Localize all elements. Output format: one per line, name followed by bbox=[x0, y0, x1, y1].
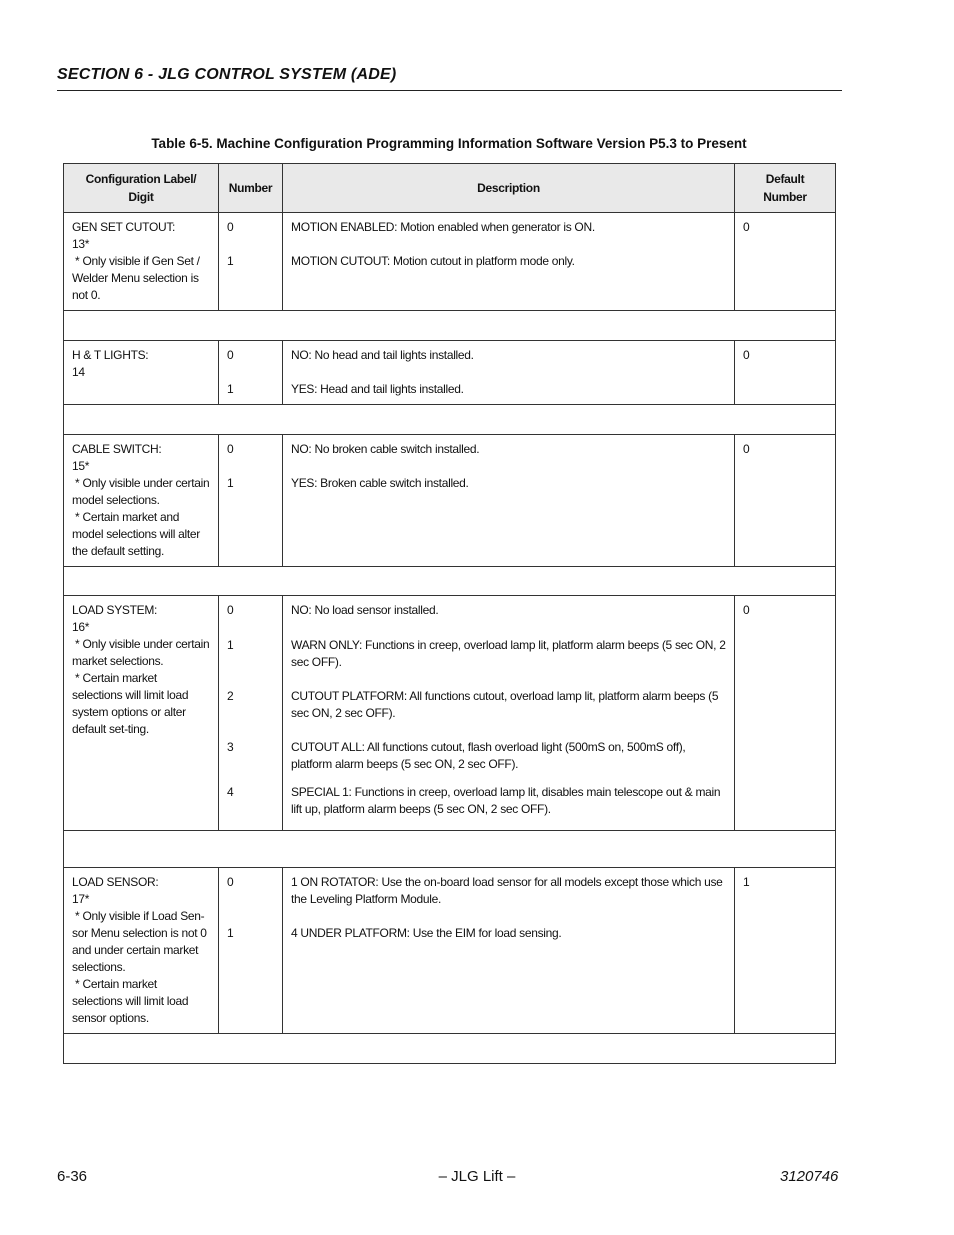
option-description: MOTION CUTOUT: Motion cutout in platform mode only. bbox=[291, 254, 575, 268]
table-row bbox=[64, 341, 836, 405]
column-header-default: Default Number bbox=[735, 164, 836, 213]
spacer-row bbox=[64, 831, 836, 868]
option-number: 0 bbox=[227, 220, 234, 234]
option-number: 3 bbox=[227, 740, 234, 754]
config-default: 0 bbox=[735, 213, 836, 311]
config-numbers bbox=[219, 596, 283, 831]
table-row bbox=[64, 596, 836, 831]
option-number: 1 bbox=[227, 926, 234, 940]
config-label: LOAD SYSTEM: 16* * Only visible under certain market selections. * Certain market selections will limit load system options or alter default set-ting. bbox=[64, 596, 219, 831]
config-default: 0 bbox=[735, 435, 836, 567]
config-descriptions bbox=[283, 341, 735, 405]
option-description: 1 ON ROTATOR: Use the on-board load sensor for all models except those which use the Leveling Platform Module. bbox=[291, 875, 723, 906]
table-row bbox=[64, 213, 836, 311]
option-number: 0 bbox=[227, 875, 234, 889]
option-description: YES: Head and tail lights installed. bbox=[291, 382, 464, 396]
config-descriptions bbox=[283, 868, 735, 1034]
table-title: Table 6-5. Machine Configuration Programming Information Software Version P5.3 to Present bbox=[151, 136, 747, 151]
option-description: NO: No broken cable switch installed. bbox=[291, 442, 480, 456]
config-default: 1 bbox=[735, 868, 836, 1034]
config-descriptions bbox=[283, 596, 735, 831]
document-number: 3120746 bbox=[780, 1168, 839, 1185]
spacer-row bbox=[64, 311, 836, 341]
option-description: SPECIAL 1: Functions in creep, overload lamp lit, disables main telescope out & main lift up, platform alarm beeps (5 sec ON, 2 sec OFF). bbox=[291, 785, 721, 816]
header-divider bbox=[57, 90, 842, 91]
option-description: CUTOUT PLATFORM: All functions cutout, overload lamp lit, platform alarm beeps (5 sec ON, 2 sec OFF). bbox=[291, 689, 719, 720]
option-description: NO: No head and tail lights installed. bbox=[291, 348, 474, 362]
column-header-label: Configuration Label/ Digit bbox=[64, 164, 219, 213]
config-label: CABLE SWITCH: 15* * Only visible under certain model selections. * Certain market and model selections will alter the default setting. bbox=[64, 435, 219, 567]
config-numbers bbox=[219, 341, 283, 405]
option-description: 4 UNDER PLATFORM: Use the EIM for load sensing. bbox=[291, 926, 562, 940]
config-label: H & T LIGHTS: 14 bbox=[64, 341, 219, 405]
config-numbers bbox=[219, 868, 283, 1034]
config-label: LOAD SENSOR: 17* * Only visible if Load Sen-sor Menu selection is not 0 and under certain market selections. * Certain market selections will limit load sensor options. bbox=[64, 868, 219, 1034]
section-title: SECTION 6 - JLG CONTROL SYSTEM (ADE) bbox=[57, 66, 397, 83]
option-description: YES: Broken cable switch installed. bbox=[291, 476, 469, 490]
page-number: 6-36 bbox=[57, 1168, 88, 1185]
option-description: WARN ONLY: Functions in creep, overload lamp lit, platform alarm beeps (5 sec ON, 2 sec OFF). bbox=[291, 638, 726, 669]
table-row bbox=[64, 435, 836, 567]
configuration-table bbox=[63, 163, 836, 1064]
config-default: 0 bbox=[735, 341, 836, 405]
option-number: 0 bbox=[227, 442, 234, 456]
table-header-row bbox=[64, 164, 836, 213]
spacer-row bbox=[64, 1034, 836, 1064]
config-default: 0 bbox=[735, 596, 836, 831]
option-number: 4 bbox=[227, 785, 234, 799]
option-number: 1 bbox=[227, 638, 234, 652]
table-row bbox=[64, 868, 836, 1034]
option-number: 1 bbox=[227, 476, 234, 490]
config-descriptions bbox=[283, 213, 735, 311]
option-description: CUTOUT ALL: All functions cutout, flash overload light (500mS on, 500mS off), platform alarm beeps (5 sec ON, 2 sec OFF). bbox=[291, 740, 686, 771]
option-number: 2 bbox=[227, 689, 234, 703]
option-number: 1 bbox=[227, 382, 234, 396]
option-number: 1 bbox=[227, 254, 234, 268]
option-number: 0 bbox=[227, 348, 234, 362]
spacer-row bbox=[64, 405, 836, 435]
footer-brand: – JLG Lift – bbox=[438, 1168, 516, 1185]
config-descriptions bbox=[283, 435, 735, 567]
config-label: GEN SET CUTOUT: 13* * Only visible if Gen Set / Welder Menu selection is not 0. bbox=[64, 213, 219, 311]
option-description: NO: No load sensor installed. bbox=[291, 603, 439, 617]
column-header-number: Number bbox=[219, 164, 283, 213]
config-numbers bbox=[219, 213, 283, 311]
column-header-description: Description bbox=[283, 164, 735, 213]
option-number: 0 bbox=[227, 603, 234, 617]
spacer-row bbox=[64, 567, 836, 596]
option-description: MOTION ENABLED: Motion enabled when generator is ON. bbox=[291, 220, 595, 234]
config-numbers bbox=[219, 435, 283, 567]
